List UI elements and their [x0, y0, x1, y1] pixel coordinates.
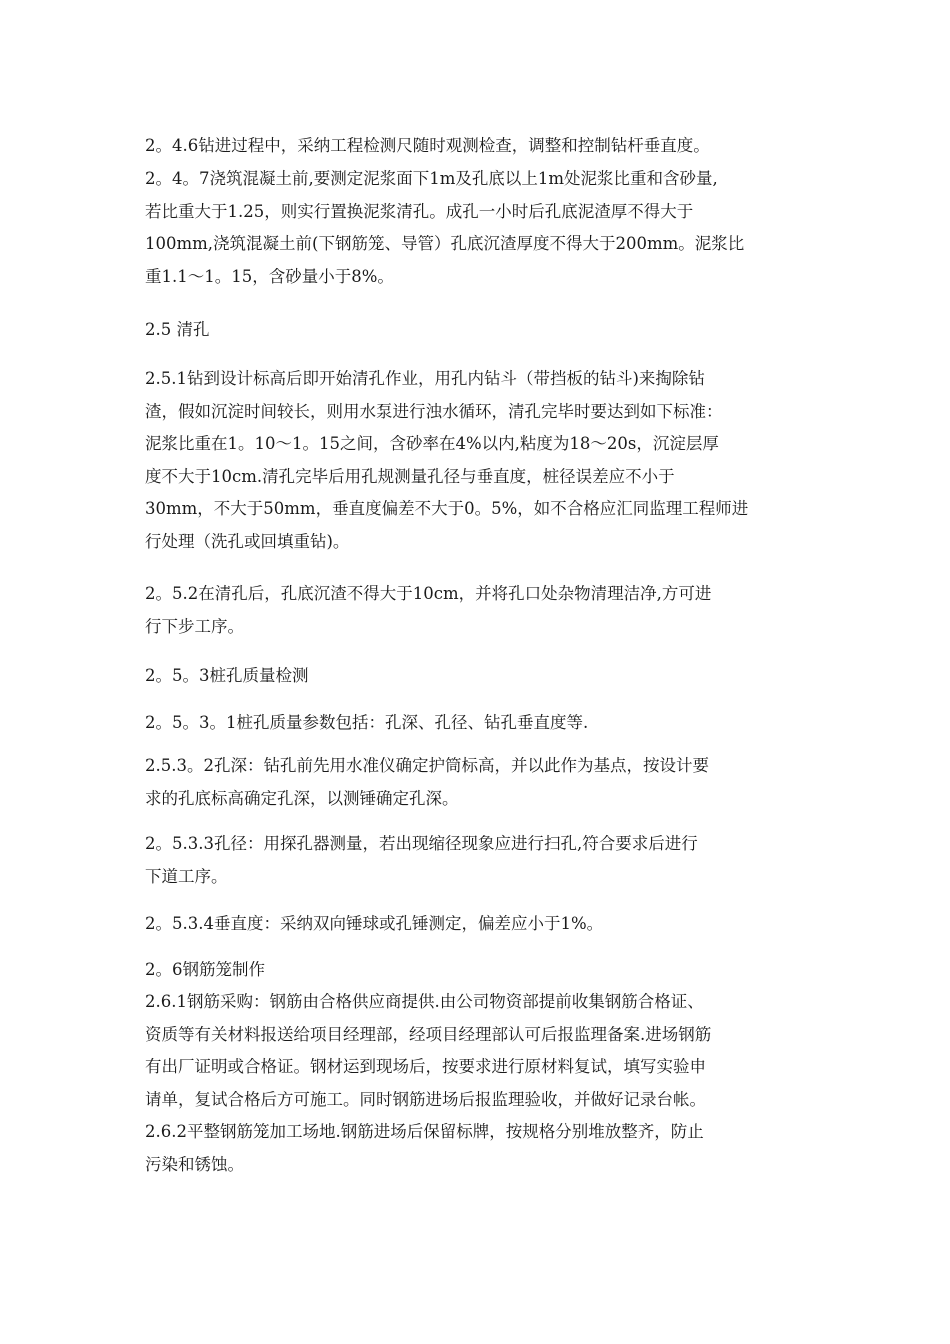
text-line: 2。5.3.3孔径：用探孔器测量，若出现缩径现象应进行扫孔,符合要求后进行 — [145, 834, 698, 853]
text-line: 行下步工序。 — [145, 616, 244, 636]
paragraph-2-5-1 — [145, 363, 810, 558]
text-line: 度不大于10cm.清孔完毕后用孔规测量孔径与垂直度，桩径误差应不小于 — [145, 466, 675, 486]
section-heading-2-5 — [145, 314, 810, 347]
text-line: 若比重大于1.25，则实行置换泥浆清孔。成孔一小时后孔底泥渣厚不得大于 — [145, 201, 694, 221]
text-line: 重1.1～1。15，含砂量小于8%。 — [145, 266, 394, 286]
text-line: 资质等有关材料报送给项目经理部，经项目经理部认可后报监理备案.进场钢筋 — [145, 1024, 712, 1044]
text-line: 2。5.2在清孔后，孔底沉渣不得大于10cm，并将孔口处杂物清理洁净,方可进 — [145, 584, 712, 603]
text-line: 2。5。3。1桩孔质量参数包括：孔深、孔径、钻孔垂直度等. — [145, 713, 589, 732]
text-line: 2.6.1钢筋采购：钢筋由合格供应商提供.由公司物资部提前收集钢筋合格证、 — [145, 992, 704, 1011]
paragraph-2-6-1 — [145, 986, 810, 1181]
text-line: 2。4.6钻进过程中，采纳工程检测尺随时观测检查，调整和控制钻杆垂直度。 — [145, 136, 710, 155]
text-line: 求的孔底标高确定孔深，以测锤确定孔深。 — [145, 788, 459, 808]
text-line: 行处理（洗孔或回填重钻)。 — [145, 531, 350, 551]
text-line: 请单，复试合格后方可施工。同时钢筋进场后报监理验收，并做好记录台帐。 — [145, 1089, 706, 1109]
section-heading-2-6 — [145, 954, 810, 987]
text-line: 渣，假如沉淀时间较长，则用水泵进行浊水循环，清孔完毕时要达到如下标准： — [145, 401, 723, 421]
text-line: 100mm,浇筑混凝土前(下钢筋笼、导管）孔底沉渣厚度不得大于200mm。泥浆比 — [145, 234, 745, 253]
paragraph-2-5-3-4 — [145, 908, 810, 941]
paragraph-2-5-3-2 — [145, 750, 810, 815]
text-line: 污染和锈蚀。 — [145, 1154, 244, 1174]
text-line: 2。4。7浇筑混凝土前,要测定泥浆面下1m及孔底以上1m处泥浆比重和含砂量, — [145, 169, 718, 188]
text-line: 下道工序。 — [145, 866, 228, 886]
text-line: 2.5 清孔 — [145, 320, 210, 339]
text-line: 2.5.3。2孔深：钻孔前先用水准仪确定护筒标高，并以此作为基点，按设计要 — [145, 756, 709, 775]
text-line: 2。6钢筋笼制作 — [145, 960, 265, 979]
text-line: 2.6.2平整钢筋笼加工场地.钢筋进场后保留标牌，按规格分别堆放整齐，防止 — [145, 1122, 704, 1141]
text-line: 2。5.3.4垂直度：采纳双向锤球或孔锤测定，偏差应小于1%。 — [145, 914, 604, 933]
text-line: 2.5.1钻到设计标高后即开始清孔作业，用孔内钻斗（带挡板的钻斗)来掏除钻 — [145, 369, 705, 388]
paragraph-2-5-3-3 — [145, 828, 810, 893]
paragraph-2-4-6 — [145, 130, 810, 163]
paragraph-2-4-7 — [145, 163, 810, 293]
paragraph-2-5-2 — [145, 578, 810, 643]
paragraph-2-5-3-1 — [145, 707, 810, 740]
section-heading-2-5-3 — [145, 660, 810, 693]
text-line: 泥浆比重在1。10～1。15之间，含砂率在4%以内,粘度为18～20s，沉淀层厚 — [145, 434, 719, 453]
text-line: 有出厂证明或合格证。钢材运到现场后，按要求进行原材料复试，填写实验申 — [145, 1057, 706, 1076]
text-line: 30mm，不大于50mm，垂直度偏差不大于0。5%，如不合格应汇同监理工程师进 — [145, 499, 749, 518]
text-line: 2。5。3桩孔质量检测 — [145, 666, 309, 685]
